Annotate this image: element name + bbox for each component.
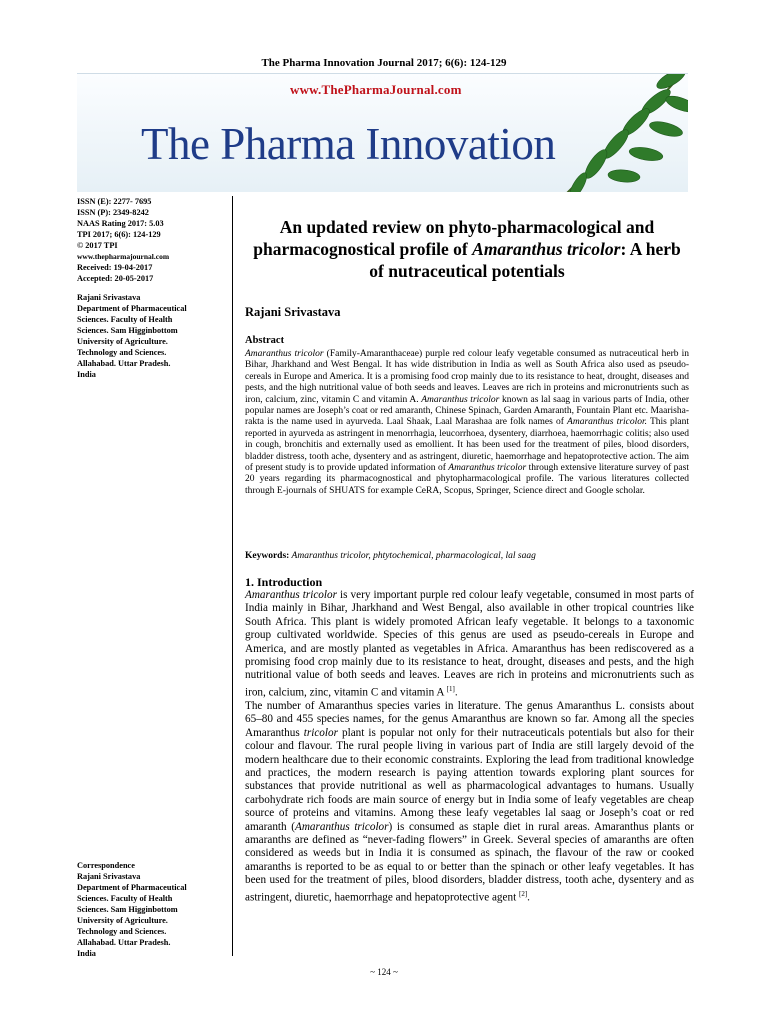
article-metadata [77,196,227,380]
citation-ref[interactable]: [2] [518,889,528,898]
article-author: Rajani Srivastava [245,305,341,319]
abstract-heading: Abstract [245,335,285,346]
introduction-text [245,589,694,905]
citation-ref[interactable]: [1] [446,684,455,693]
journal-banner [77,73,688,192]
leaf-branch-icon [506,73,688,192]
correspondence-affiliation-line: Sciences. Faculty of Health [77,894,173,903]
naas-rating: NAAS Rating 2017: 5.03 [77,219,164,228]
correspondence-affiliation-line: Department of Pharmaceutical [77,883,187,892]
article-title: An updated review on phyto-pharmacological and pharmacognostical profile of Amaranthus tricolor: A herb of nutraceutical potentials [253,217,681,281]
correspondence-affiliation-line: Technology and Sciences. [77,927,167,936]
correspondence-affiliation-line: Allahabad. Uttar Pradesh. [77,938,171,947]
author-name: Rajani Srivastava [77,293,141,302]
issn-print: ISSN (P): 2349-8242 [77,208,149,217]
intro-paragraph: Amaranthus tricolor is very important purple red colour leafy vegetable, consumed in most parts of India mainly in Bihar, Jharkhand and West Bengal, also available in other tropical countries like South Africa. This plant is widely promoted African leafy vegetable. It belongs to a taxonomic group cultivated worldwide. Species of this genus are used as pseudo-cereals in Europe and America, and are mostly planted as vegetables in Africa. Amaranthus has been rediscovered as a promising food crop mainly due to its resistance to heat, drought, diseases and pests, and the high nutritional value of both seeds and leaves. Leaves are rich in proteins and micronutrients such as iron, calcium, zinc, vitamin C and vitamin A [1]. [245,589,694,699]
journal-header: The Pharma Innovation Journal 2017; 6(6): 124-129 [261,57,507,69]
page-number: ~ 124 ~ [370,967,398,977]
keywords-label: Keywords: [245,551,290,561]
correspondence-name: Rajani Srivastava [77,872,141,881]
author-affiliation-line: Allahabad. Uttar Pradesh. [77,359,171,368]
column-divider [232,196,233,956]
intro-paragraph: The number of Amaranthus species varies in literature. The genus Amaranthus L. consists about 65–80 and 455 species names, for the genus Amaranthus are known so far. Among all the species Amaranthus tricolor plant is popular not only for their nutraceuticals potentials but also for their colour and flavour. The rural people living in various part of India are still largely devoid of the modern healthcare due to their economic constraints. Exploring the lead from traditional knowledge and practices, the modern research is paying attention towards exploring plant sources for substances that provide nutritional as well as pharmacological advantages to humans. Usually carbohydrate rich foods are main source of energy but in India some of leafy vegetables are cheap source of proteins and vitamins. Among these leafy vegetables lal saag or Joseph’s coat or red amaranth (Amaranthus tricolor) is consumed as staple diet in rural areas. Amaranthus plants or amaranths are defined as “never-fading flowers” in Greek. Several species of amaranths are often considered as weeds but in India it is consumed as spinach, the flavour of the raw or cooked amaranths is reported to be as equal to or better than the spinach or other leafy vegetables. It has been used for the treatment of piles, blood disorders, bladder distress, tooth ache, dysentery and as astringent, diuretic, haemorrhage and hepatoprotective agent [2]. [245,699,694,904]
author-affiliation-line: University of Agriculture. [77,337,168,346]
copyright: © 2017 TPI [77,241,118,250]
keywords [245,550,689,562]
author-affiliation-line: India [77,370,96,379]
author-affiliation-line: Sciences. Sam Higginbottom [77,326,178,335]
correspondence-label: Correspondence [77,861,135,870]
tpi-citation: TPI 2017; 6(6): 124-129 [77,230,161,239]
abstract-text: Amaranthus tricolor (Family-Amaranthaceae) purple red colour leafy vegetable consumed as nutraceutical herb in Bihar, Jharkhand and West Bengal. It has wide distribution in India as well as South Africa also used as pseudo-cereals in Europe and America. It is a promising food crop mainly due to its resistance to heat, drought, diseases and pests, and the high nutritional value of both seeds and leaves. Leaves are rich in proteins and micronutrients such as iron, calcium, zinc, vitamin C and vitamin A. Amaranthus tricolor known as lal saag in various parts of India, other popular names are Joseph’s coat or red amaranth, Chinese Spinach, Garden Amaranth, Fountain Plant etc. Maarisha-rakta is the name used in ayurveda. Laal Shaak, Laal Marashaa are folk names of Amaranthus tricolor. This plant reported in ayurveda as astringent in menorrhagia, leucorrhoea, dysentery, diarrhoea, haemorrhagic colitis; also used in cough, bronchitis and externally used as emollient. It has been used for the treatment of piles, blood disorders, bladder distress, tooth ache, dysentery and as astringent, diuretic, haemorrhage and hepatoprotective action. The aim of present study is to provide updated information of Amaranthus tricolor through extensive literature survey of past 20 years regarding its pharmacognostical and phytopharmacological profile. The various literatures collected through E-journals of SHUATS for example CeRA, Scopus, Springer, Science direct and Google scholar. [245,349,689,496]
introduction-heading: 1. Introduction [245,575,323,589]
author-affiliation-line: Technology and Sciences. [77,348,167,357]
author-affiliation-line: Department of Pharmaceutical [77,304,187,313]
correspondence-affiliation-line: India [77,949,96,958]
journal-url[interactable]: www.ThePharmaJournal.com [290,82,462,97]
correspondence-block [77,860,227,959]
keywords-values: Amaranthus tricolor, phtytochemical, pharmacological, lal saag [289,551,536,561]
issn-electronic: ISSN (E): 2277- 7695 [77,197,152,206]
journal-site[interactable]: www.thepharmajournal.com [77,252,170,261]
correspondence-affiliation-line: Sciences. Sam Higginbottom [77,905,178,914]
accepted-date: Accepted: 20-05-2017 [77,274,154,283]
correspondence-affiliation-line: University of Agriculture. [77,916,168,925]
journal-logo-text: The Pharma Innovation [141,119,556,169]
received-date: Received: 19-04-2017 [77,263,153,272]
author-affiliation-line: Sciences. Faculty of Health [77,315,173,324]
